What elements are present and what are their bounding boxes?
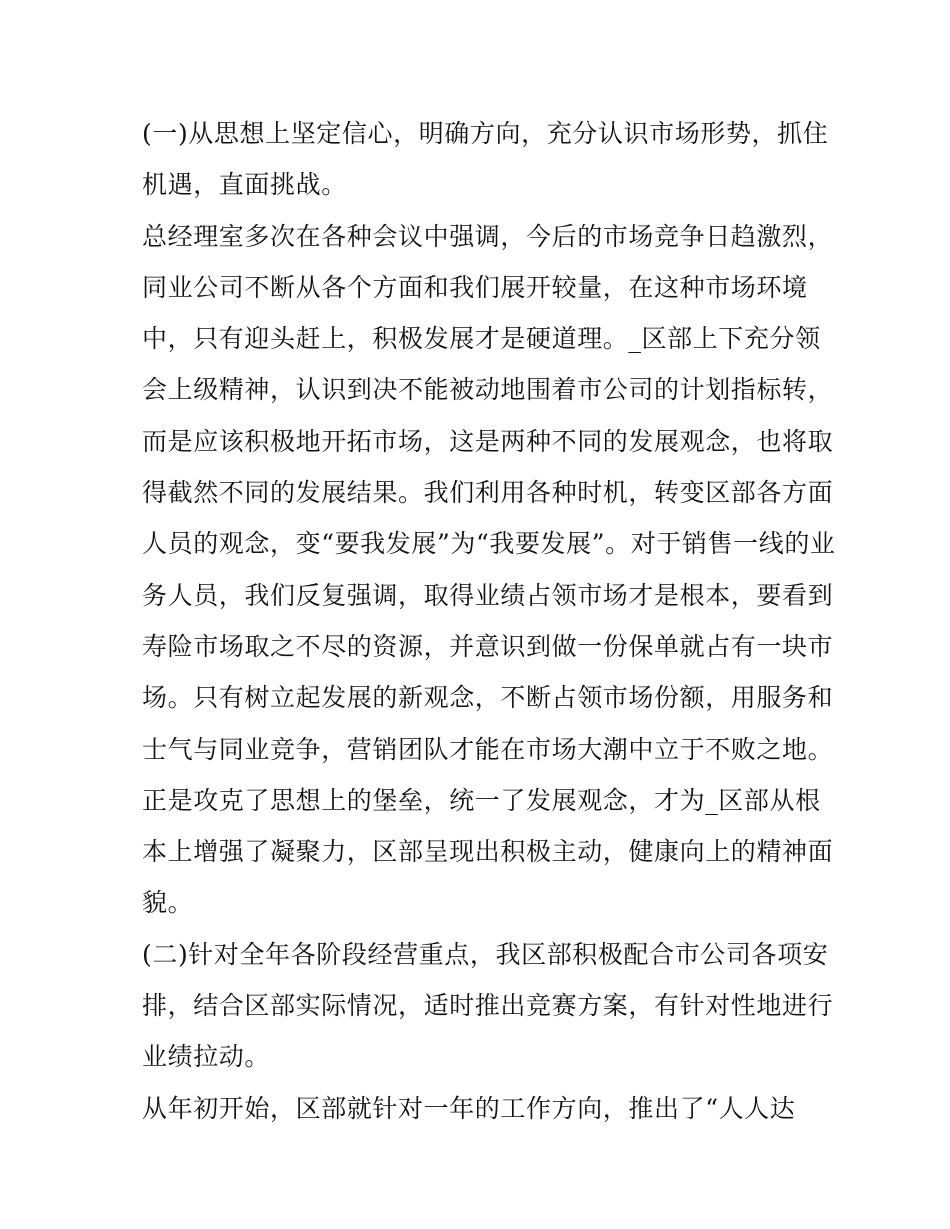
paragraph-line: 务人员，我们反复强调，取得业绩占领市场才是根本，要看到: [142, 580, 834, 610]
paragraph-line: 本上增强了凝聚力，区部呈现出积极主动，健康向上的精神面: [142, 837, 834, 867]
paragraph-line: 士气与同业竞争，营销团队才能在市场大潮中立于不败之地。: [142, 734, 834, 764]
document-body: [142, 108, 836, 1134]
paragraph-line: 寿险市场取之不尽的资源，并意识到做一份保单就占有一块市: [142, 631, 834, 661]
paragraph-line: 正是攻克了思想上的堡垒，统一了发展观念，才为_区部从根: [142, 785, 821, 815]
paragraph-line: 同业公司不断从各个方面和我们展开较量，在这种市场环境: [142, 272, 808, 302]
paragraph-line: 而是应该积极地开拓市场，这是两种不同的发展观念，也将取: [142, 426, 834, 456]
paragraph-line: 貌。: [142, 888, 194, 918]
paragraph-line: 中，只有迎头赶上，积极发展才是硬道理。_区部上下充分领: [142, 324, 821, 354]
paragraph-line: 得截然不同的发展结果。我们利用各种时机，转变区部各方面: [142, 478, 834, 508]
section-heading-2-line-1: (二)针对全年各阶段经营重点，我区部积极配合市公司各项安: [142, 939, 829, 969]
paragraph-line: 人员的观念，变“要我发展”为“我要发展”。对于销售一线的业: [142, 529, 836, 559]
paragraph-line: 会上级精神，认识到决不能被动地围着市公司的计划指标转，: [142, 375, 834, 405]
section-heading-2-line-3: 业绩拉动。: [142, 1042, 271, 1072]
paragraph-line: 场。只有树立起发展的新观念，不断占领市场份额，用服务和: [142, 683, 834, 713]
paragraph-line: 从年初开始，区部就针对一年的工作方向，推出了“人人达: [142, 1093, 796, 1123]
paragraph-line: 总经理室多次在各种会议中强调，今后的市场竞争日趋激烈，: [142, 221, 834, 251]
section-heading-2-line-2: 排，结合区部实际情况，适时推出竞赛方案，有针对性地进行: [142, 991, 834, 1021]
section-heading-1-line-1: (一)从思想上坚定信心，明确方向，充分认识市场形势，抓住: [142, 119, 829, 148]
section-heading-1-line-2: 机遇，直面挑战。: [142, 170, 347, 200]
